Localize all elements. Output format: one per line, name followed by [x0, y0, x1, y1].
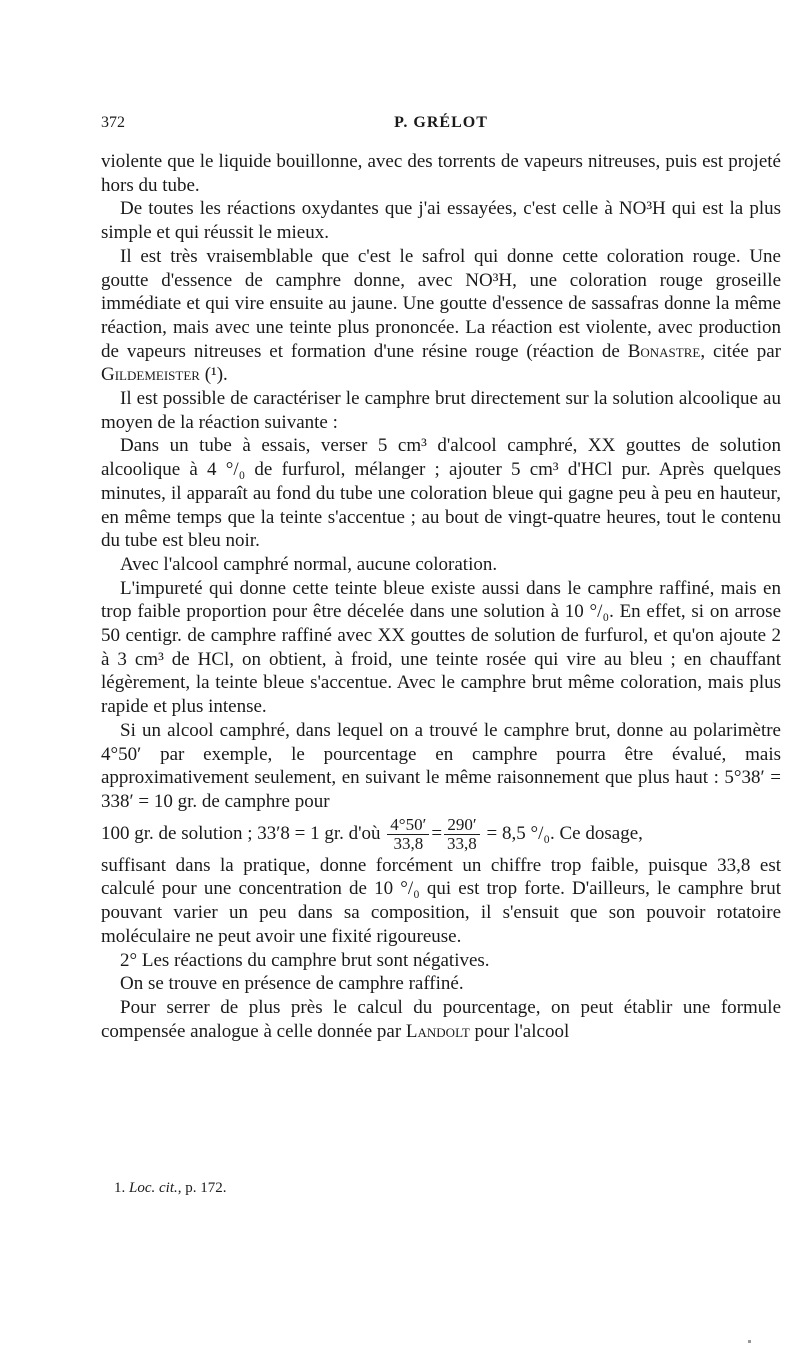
paragraph: Dans un tube à essais, verser 5 cm³ d'alcool camphré, XX gouttes de solution alcoolique à 4 °/₀ de furfurol, mélanger ; ajouter 5 cm³ d'HCl pur. Après quelques minutes, il apparaît au fond du tube une coloration bleue qui gagne peu à peu en hauteur, en même temps que la teinte s'accentue ; au bout de vingt-quatre heures, tout le contenu du tube est bleu noir. — [101, 435, 781, 552]
page-header — [101, 114, 781, 138]
paragraph: On se trouve en présence de camphre raffiné. — [120, 973, 464, 995]
fraction: $\frac{4^\circ 50'}{33,8}$ — [387, 816, 429, 853]
author-name: Gildemeister — [101, 364, 200, 386]
page-number: 372 — [101, 114, 125, 131]
paragraph: Il est possible de caractériser le camphre brut directement sur la solution alcoolique au moyen de la réaction suivante : — [101, 388, 781, 433]
author-name: Landolt — [405, 1020, 470, 1042]
footnote-citation: Loc. cit. — [129, 1180, 178, 1196]
paragraph: Pour serrer de plus près le calcul du pourcentage, on peut établir une formule compensée analogue à celle donnée par Landolt pour l'alcool — [101, 996, 781, 1042]
paragraph: 2° Les réactions du camphre brut sont négatives. — [120, 949, 490, 971]
body-text — [101, 150, 781, 1043]
footnote-number: 1. — [114, 1180, 126, 1196]
footnote-page: , p. 172. — [177, 1180, 227, 1196]
paragraph: suffisant dans la pratique, donne forcément un chiffre trop faible, puisque 33,8 est calculé pour une concentration de 10 °/₀ qui est trop forte. D'ailleurs, le camphre brut pouvant varier un peu dans sa composition, il s'ensuit que son pouvoir rotatoire moléculaire ne peut avoir une fixité rigoureuse. — [101, 854, 781, 947]
paragraph: L'impureté qui donne cette teinte bleue existe aussi dans le camphre raffiné, mais en trop faible proportion pour être décelée dans une solution à 10 °/₀. En effet, si on arrose 50 centigr. de camphre raffiné avec XX gouttes de solution de furfurol, et qu'on ajoute 2 à 3 cm³ de HCl, on obtient, à froid, une teinte rosée qui vire au bleu ; en chauffant légèrement, la teinte bleue s'accentue. Avec le camphre brut même coloration, mais plus rapide et plus intense. — [101, 577, 781, 718]
footnote — [114, 1180, 227, 1197]
paragraph: Il est très vraisemblable que c'est le safrol qui donne cette coloration rouge. Une goutte d'essence de camphre donne, avec NO³H, une coloration rouge groseille immédiate et qui vire ensuite au jaune. Une goutte d'essence de sassafras donne la même réaction, mais avec une teinte plus prononcée. La réaction est violente, avec production de vapeurs nitreuses et formation d'une résine rouge (réaction de Bonastre, citée par Gildemeister (¹). — [101, 245, 781, 386]
scan-speck — [748, 1340, 751, 1343]
paragraph: violente que le liquide bouillonne, avec des torrents de vapeurs nitreuses, puis est projeté hors du tube. — [101, 151, 781, 196]
footnote-reference: (¹) — [204, 364, 224, 386]
paragraph: Avec l'alcool camphré normal, aucune coloration. — [120, 553, 498, 575]
fraction: $\frac{290'}{33,8}$ — [444, 816, 480, 853]
formula-line: 100 gr. de solution ; 33′8 = 1 gr. d'où $\frac{4^\circ 50'}{33,8}$ = $\frac{290'}{33,8}$ = 8,5 °/₀. Ce dosage, — [101, 814, 643, 853]
paragraph: De toutes les réactions oxydantes que j'ai essayées, c'est celle à NO³H qui est la plus simple et qui réussit le mieux. — [101, 198, 781, 244]
author-name: Bonastre — [627, 340, 701, 362]
running-head: P. GRÉLOT — [394, 114, 488, 131]
paragraph: Si un alcool camphré, dans lequel on a trouvé le camphre brut, donne au polarimètre 4°50′ par exemple, le pourcentage en camphre pourra être évalué, mais approximativement seulement, en suivant le même raisonnement que plus haut : 5°38′ = 338′ = 10 gr. de camphre pour — [101, 719, 781, 812]
